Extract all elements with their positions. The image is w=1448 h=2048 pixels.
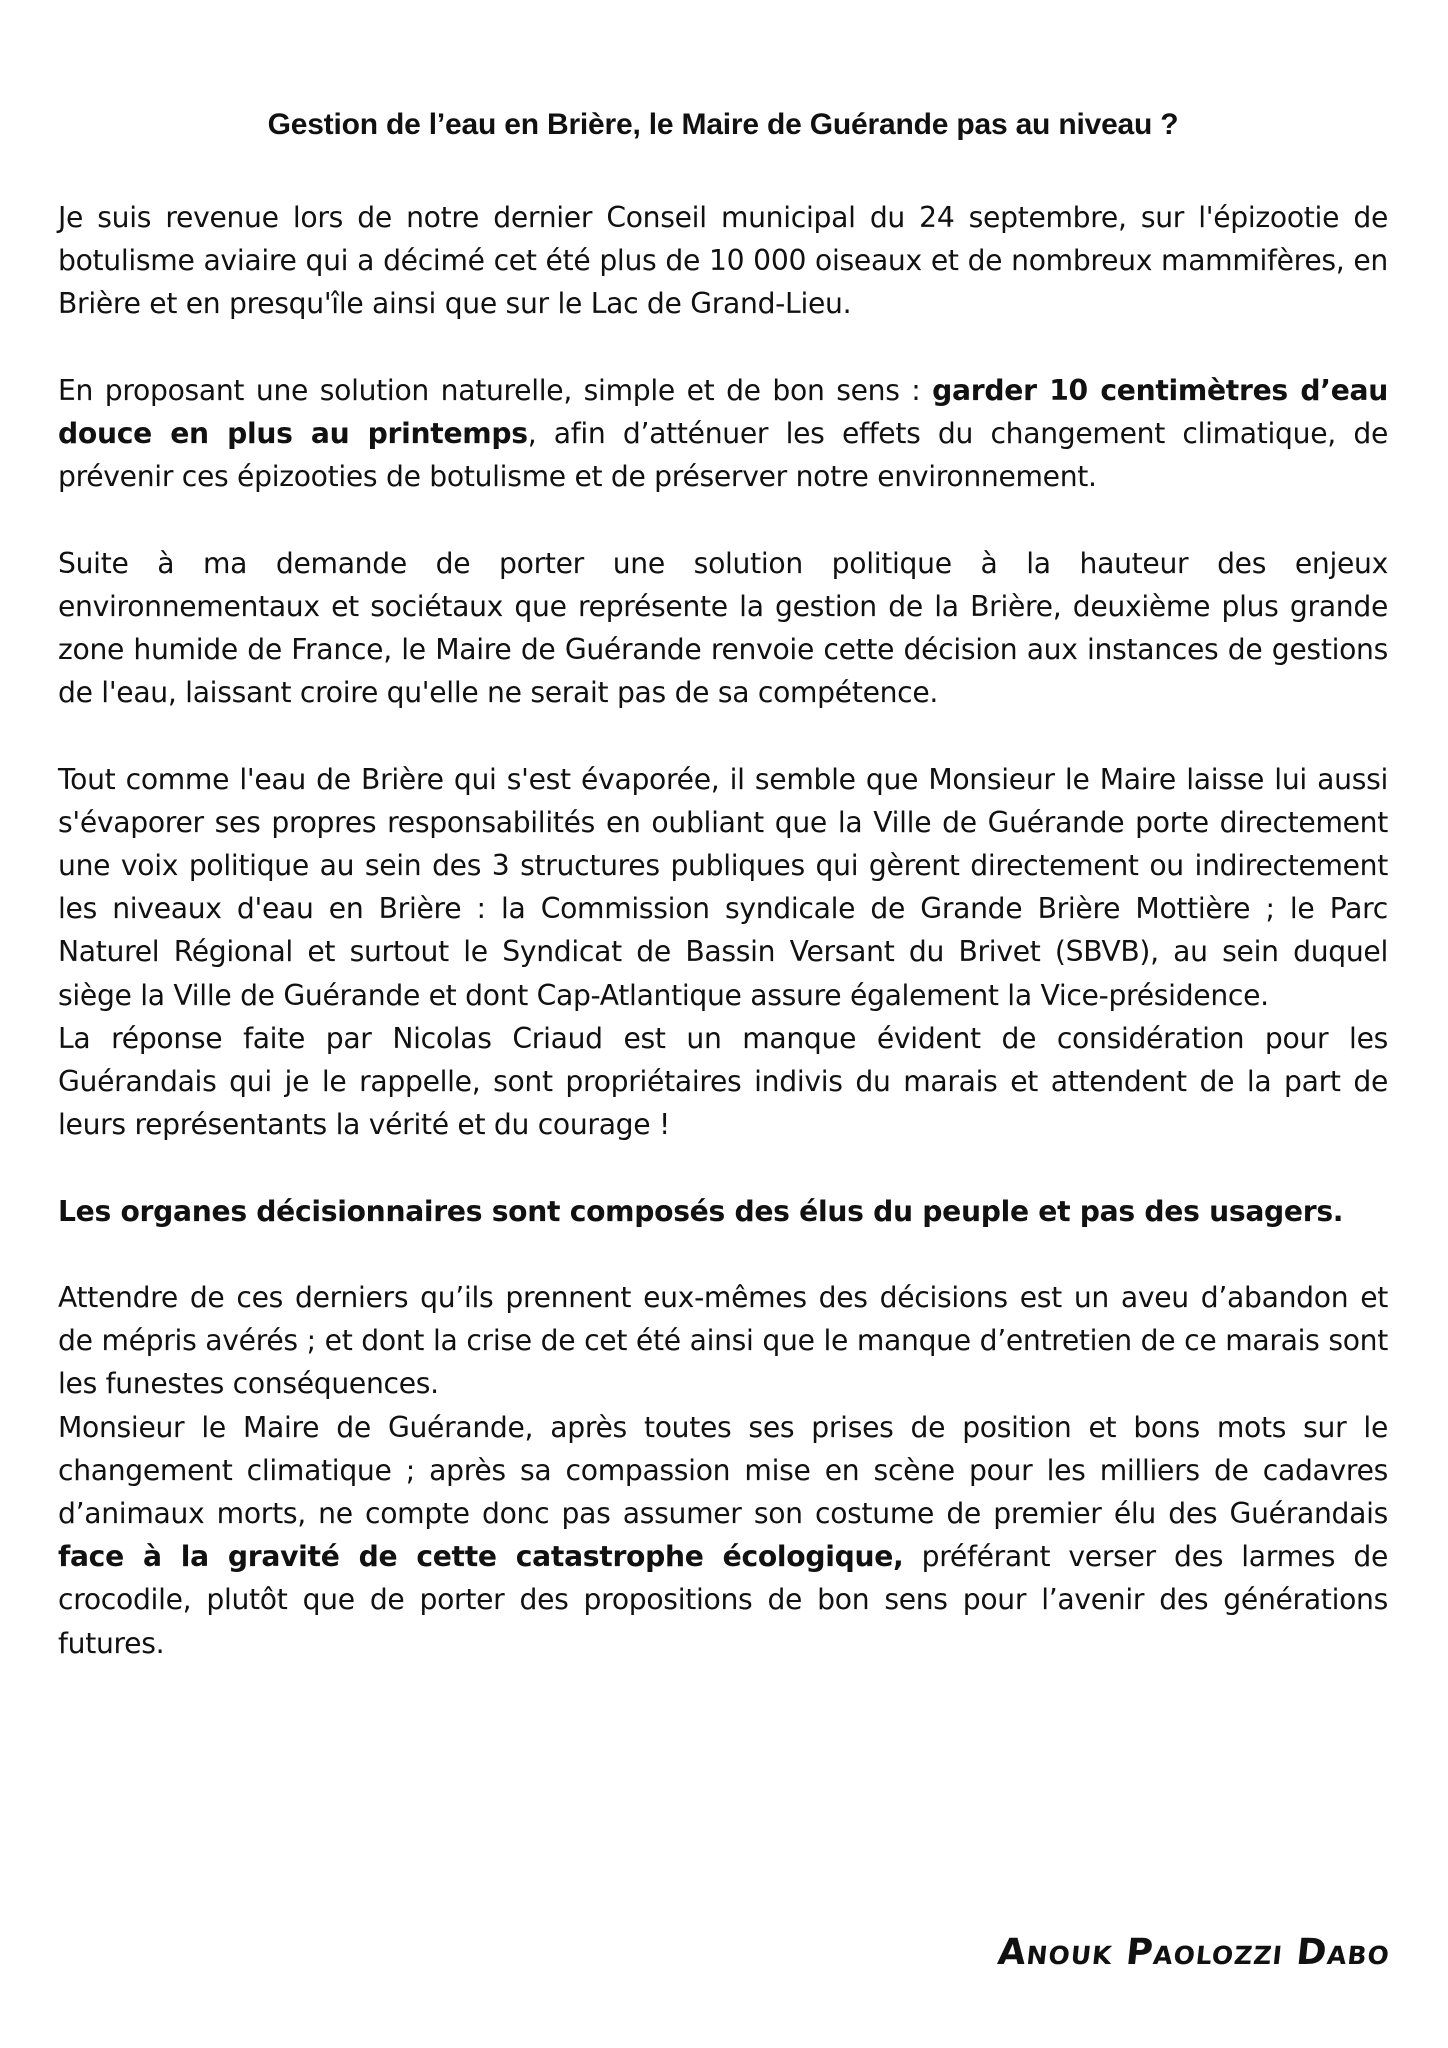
- bold-catastrophe: face à la gravité de cette catastrophe écologique,: [58, 1540, 904, 1574]
- paragraph-political-solution: Suite à ma demande de porter une solution politique à la hauteur des enjeux environnementaux et sociétaux que représente la gestion de la Brière, deuxième plus grande zone humide de France, le Maire de Guérande renvoie cette décision aux instances de gestions de l'eau, laissant croire qu'elle ne serait pas de sa compétence.: [58, 546, 1388, 710]
- paragraph-evaporated-responsibilities: Tout comme l'eau de Brière qui s'est évaporée, il semble que Monsieur le Maire laisse lui aussi s'évaporer ses propres responsabilités en oubliant que la Ville de Guérande porte directement une voix politique au sein des 3 structures publiques qui gèrent directement ou indirectement les niveaux d'eau en Brière : la Commission syndicale de Grande Brière Mottière ; le Parc Naturel Régional et surtout le Syndicat de Bassin Versant du Brivet (SBVB), au sein duquel siège la Ville de Guérande et dont Cap-Atlantique assure également la Vice-présidence.: [58, 762, 1388, 1012]
- paragraph-text: Monsieur le Maire de Guérande, après toutes ses prises de position et bons mots sur le changement climatique ; après sa compassion mise en scène pour les milliers de cadavres d’animaux morts, ne compte donc pas assumer son costume de premier élu des Guérandais: [58, 1410, 1388, 1531]
- bold-statement: Les organes décisionnaires sont composés des élus du peuple et pas des usagers.: [58, 1194, 1344, 1228]
- paragraph-decision-bodies: [58, 1190, 1388, 1233]
- paragraph-criaud-response: La réponse faite par Nicolas Criaud est un manque évident de considération pour les Guérandais qui je le rappelle, sont propriétaires indivis du marais et attendent de la part de leurs représentants la vérité et du courage !: [58, 1021, 1388, 1142]
- paragraph-abandonment: Attendre de ces derniers qu’ils prennent eux-mêmes des décisions est un aveu d’abandon et de mépris avérés ; et dont la crise de cet été ainsi que le manque d’entretien de ce marais sont les funestes conséquences.: [58, 1281, 1388, 1401]
- paragraph-text: En proposant une solution naturelle, simple et de bon sens :: [58, 373, 933, 407]
- document-body: [58, 196, 1388, 1708]
- author-signature: Anouk Paolozzi Dabo: [995, 1932, 1393, 1973]
- paragraph-council-meeting: Je suis revenue lors de notre dernier Conseil municipal du 24 septembre, sur l'épizootie de botulisme aviaire qui a décimé cet été plus de 10 000 oiseaux et de nombreux mammifères, en Brière et en presqu'île ainsi que sur le Lac de Grand-Lieu.: [58, 201, 1388, 321]
- paragraph-mayor-conclusion: [58, 1406, 1388, 1665]
- bold-proposal: garder 10 centimètres d’eau douce en plus au printemps: [58, 373, 1389, 450]
- paragraph-text: , afin d’atténuer les effets du changement climatique, de prévenir ces épizooties de botulisme et de préserver notre environnement.: [58, 417, 1388, 494]
- document-title: Gestion de l’eau en Brière, le Maire de Guérande pas au niveau ?: [267, 108, 1179, 141]
- paragraph-text: préférant verser des larmes de crocodile, plutôt que de porter des propositions de bon sens pour l’avenir des générations futures.: [58, 1540, 1388, 1660]
- paragraph-natural-solution: [58, 369, 1388, 499]
